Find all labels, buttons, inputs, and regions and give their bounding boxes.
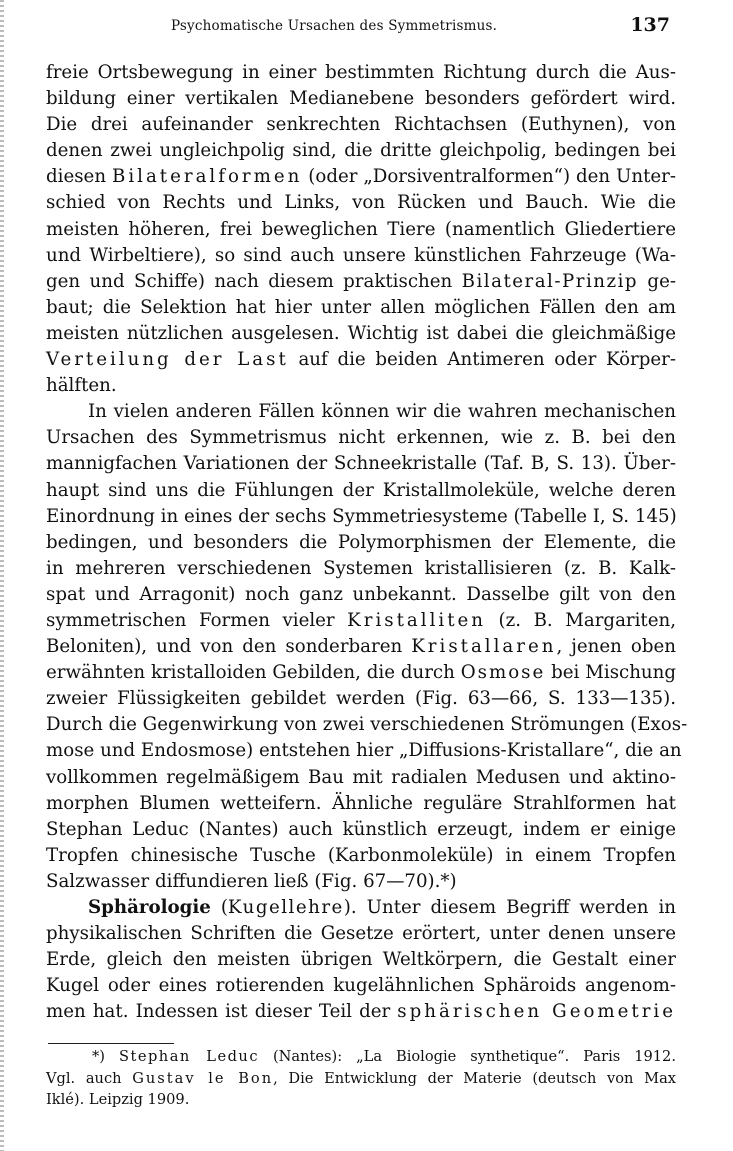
text-line: Tropfen chinesische Tusche (Karbonmoleküle) in einem Tropfen	[46, 844, 676, 866]
footnote-author: Stephan Leduc	[118, 1048, 259, 1065]
text-segment: , Die Entwicklung der Materie (deutsch von Max	[273, 1069, 676, 1087]
page-edge-binding	[0, 0, 4, 1151]
footnote-rule	[48, 1043, 174, 1044]
text-line	[46, 269, 676, 295]
footnote-line	[46, 1068, 676, 1090]
text-line: in mehreren verschiedenen Systemen kristallisieren (z. B. Kalk-	[46, 557, 676, 579]
text-segment: diesen	[46, 166, 112, 188]
text-line: spat und Arragonit) noch ganz unbekannt. Dasselbe gilt von den	[46, 583, 676, 605]
text-segment: (oder „Dorsiventralformen“) den Unter-	[302, 166, 676, 188]
page-header	[44, 14, 680, 40]
text-line	[46, 608, 676, 634]
text-segment: , jenen oben	[556, 636, 676, 658]
text-line: mannigfachen Variationen der Schneekristalle (Taf. B, S. 13). Über-	[46, 453, 676, 475]
text-line	[46, 164, 676, 190]
paragraph-1	[46, 60, 676, 399]
text-segment: gen und Schiffe) nach diesem praktischen	[46, 270, 462, 292]
text-line: baut; die Selektion hat hier unter allen möglichen Fällen den am	[46, 296, 676, 318]
text-line: Stephan Leduc (Nantes) auch künstlich erzeugt, indem er einige	[46, 818, 676, 840]
text-line	[46, 895, 676, 921]
text-line: und Wirbeltiere), so sind auch unsere künstlichen Fahrzeuge (Wa-	[46, 244, 676, 266]
text-line: Die drei aufeinander senkrechten Richtachsen (Euthynen), von	[46, 114, 676, 136]
footnote-line: Iklé). Leipzig 1909.	[46, 1091, 190, 1108]
text-line: Erde, gleich den meisten übrigen Weltkörpern, die Gestalt einer	[46, 949, 676, 971]
paragraph-3	[46, 895, 676, 1025]
running-head: Psychomatische Ursachen des Symmetrismus.	[171, 18, 498, 34]
text-line: morphen Blumen wetteifern. Ähnliche reguläre Strahlformen hat	[46, 792, 676, 814]
text-line: mose und Endosmose) entstehen hier „Diffusions-Kristallare“, die an	[46, 740, 682, 762]
text-line: Ursachen des Symmetrismus nicht erkennen, wie z. B. bei den	[46, 427, 676, 449]
footnote-author: Gustav le Bon	[132, 1069, 274, 1087]
text-segment: auf die beiden Antimeren oder Körper-	[288, 349, 676, 371]
text-segment: (z. B. Margariten,	[486, 609, 676, 631]
bold-term: Sphärologie	[88, 897, 211, 918]
text-line: zweier Flüssigkeiten gebildet werden (Fig. 63—66, S. 133—135).	[46, 688, 676, 710]
paragraph-2	[46, 399, 688, 895]
text-line	[46, 999, 676, 1025]
text-line	[46, 660, 676, 686]
spaced-term: Kristallaren	[411, 636, 557, 658]
footnote-marker: *)	[92, 1048, 119, 1065]
text-line: meisten nützlichen ausgelesen. Wichtig ist dabei die gleichmäßige	[46, 322, 676, 344]
text-line: bildung einer vertikalen Medianebene besonders gefördert wird.	[46, 88, 676, 110]
text-line: Durch die Gegenwirkung von zwei verschiedenen Strömungen (Exos-	[46, 714, 688, 736]
text-segment: men hat. Indessen ist dieser Teil der	[46, 1001, 398, 1023]
spaced-term: Verteilung der Last	[46, 349, 289, 371]
text-segment: symmetrischen Formen vieler	[46, 609, 348, 631]
text-line: In vielen anderen Fällen können wir die wahren mechanischen	[88, 401, 676, 423]
text-segment: (Nantes): „La Biologie synthetique“. Paris 1912.	[259, 1048, 676, 1065]
text-line: schied von Rechts und Links, von Rücken und Bauch. Wie die	[46, 192, 676, 214]
text-line: meisten höheren, frei beweglichen Tiere (namentlich Gliedertiere	[46, 218, 676, 240]
text-line	[46, 634, 676, 660]
text-segment: bei Mischung	[545, 662, 676, 684]
text-line: Kugel oder eines rotierenden kugelähnlichen Sphäroids angenom-	[46, 975, 676, 997]
body-text	[46, 60, 688, 1025]
spaced-term: sphärischen Geometrie	[397, 1001, 676, 1023]
text-line: Salzwasser diffundieren ließ (Fig. 67—70).*)	[46, 870, 457, 892]
text-line	[46, 347, 676, 373]
footnote	[46, 1046, 676, 1111]
spaced-term: Bilateral-Prinzip	[461, 270, 639, 292]
text-line: hälften.	[46, 375, 117, 397]
text-line: haupt sind uns die Fühlungen der Kristallmoleküle, welche deren	[46, 479, 676, 501]
text-line: denen zwei ungleichpolig sind, die dritte gleichpolig, bedingen bei	[46, 140, 676, 162]
text-line: Einordnung in eines der sechs Symmetriesysteme (Tabelle I, S. 145)	[46, 505, 677, 527]
text-segment: (	[210, 897, 228, 918]
text-segment: erwähnten kristalloiden Gebilden, die durch	[46, 662, 461, 684]
spaced-term: Osmose	[460, 662, 546, 684]
text-segment: ge-	[638, 270, 676, 292]
text-line: vollkommen regelmäßigem Bau mit radialen Medusen und aktino-	[46, 766, 676, 788]
text-line: physikalischen Schriften die Gesetze erörtert, unter denen unsere	[46, 923, 676, 945]
spaced-term: Kugellehre	[227, 897, 344, 918]
page-number: 137	[630, 14, 670, 36]
text-segment: ). Unter diesem Begriff werden in	[343, 897, 676, 918]
spaced-term: Kristalliten	[347, 609, 486, 631]
spaced-term: Bilateralformen	[111, 166, 303, 188]
footnote-line	[46, 1046, 676, 1068]
text-line: bedingen, und besonders die Polymorphismen der Elemente, die	[46, 531, 676, 553]
text-line: freie Ortsbewegung in einer bestimmten Richtung durch die Aus-	[46, 62, 676, 83]
text-segment: Vgl. auch	[46, 1069, 133, 1087]
text-segment: Beloniten), und von den sonderbaren	[46, 636, 412, 658]
